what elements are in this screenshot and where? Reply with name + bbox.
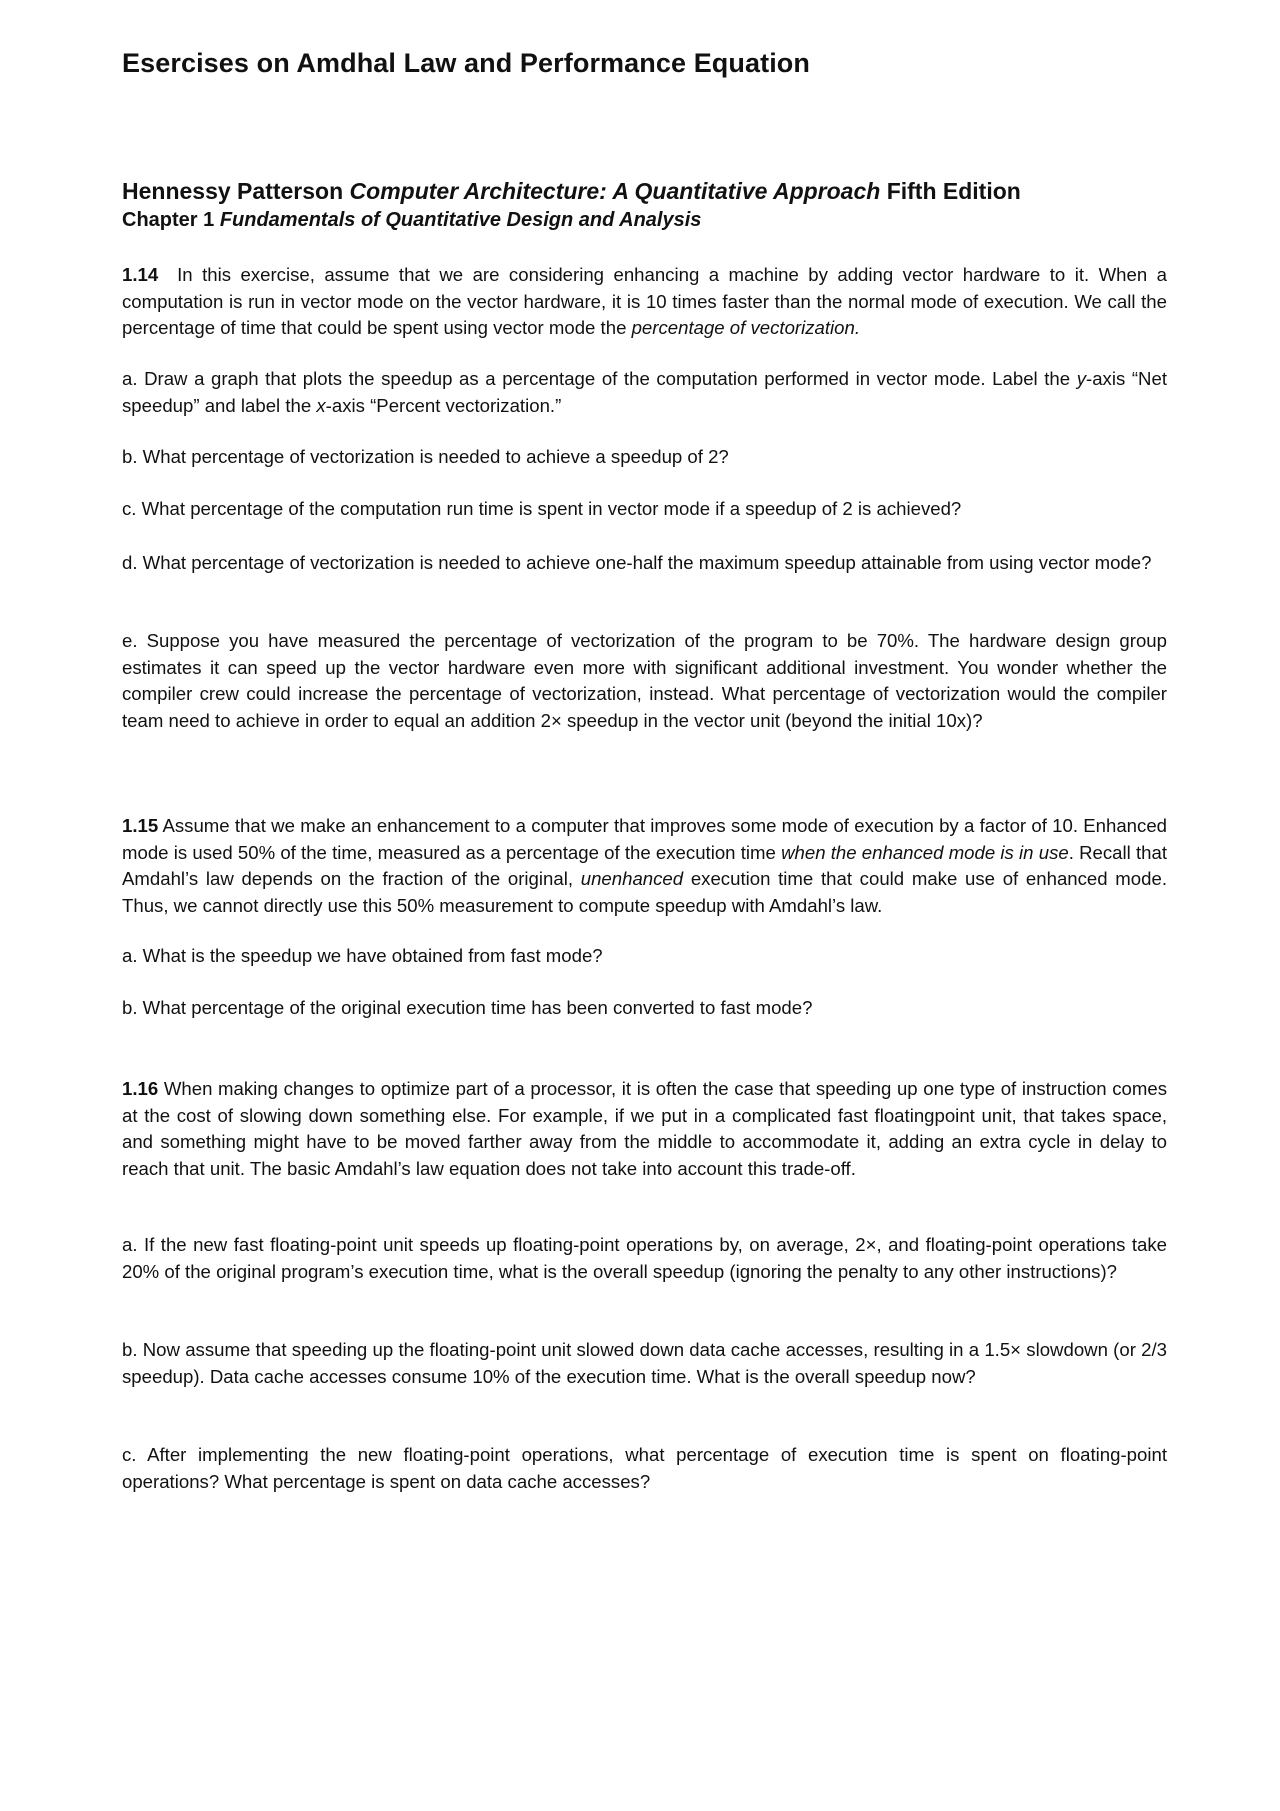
exercise-1-16-intro: 1.16 When making changes to optimize part of a processor, it is often the case that speeding up one type of instruction comes at the cost of slowing down something else. For example, if we put in a complicated fast floatingpoint unit, that takes space, and something might have to be moved farther away from the middle to accommodate it, adding an extra cycle in delay to reach that unit. The basic Amdahl’s law equation does not take into account this trade-off. — [122, 1078, 1167, 1179]
exercise-1-14-c: c. What percentage of the computation run time is spent in vector mode if a speedup of 2 is achieved? — [122, 498, 962, 519]
book-edition: Fifth Edition — [886, 178, 1021, 204]
book-line — [122, 176, 1167, 206]
exercise-number: 1.14 — [122, 264, 159, 285]
page-title: Esercises on Amdhal Law and Performance Equation — [122, 48, 810, 78]
exercise-1-14-b: b. What percentage of vectorization is needed to achieve a speedup of 2? — [122, 446, 729, 467]
exercise-1-14-d: d. What percentage of vectorization is needed to achieve one-half the maximum speedup attainable from using vector mode? — [122, 552, 1152, 573]
exercise-number: 1.16 — [122, 1078, 159, 1099]
book-authors: Hennessy Patterson — [122, 178, 344, 204]
exercise-1-16-b: b. Now assume that speeding up the floating-point unit slowed down data cache accesses, resulting in a 1.5× slowdown (or 2/3 speedup). Data cache accesses consume 10% of the execution time. What is the overall speedup now? — [122, 1339, 1167, 1387]
book-reference — [122, 176, 1167, 234]
exercise-1-15-intro: 1.15 Assume that we make an enhancement to a computer that improves some mode of execution by a factor of 10. Enhanced mode is used 50% of the time, measured as a percentage of the execution time when the enhanced mode is in use. Recall that Amdahl’s law depends on the fraction of the original, unenhanced execution time that could make use of enhanced mode. Thus, we cannot directly use this 50% measurement to compute speedup with Amdahl’s law. — [122, 815, 1168, 916]
exercise-1-14-intro: 1.14 In this exercise, assume that we are considering enhancing a machine by adding vector hardware to it. When a computation is run in vector mode on the vector hardware, it is 10 times faster than the normal mode of execution. We call the percentage of time that could be spent using vector mode the percentage of vectorization. — [122, 264, 1167, 338]
exercise-1-15-b: b. What percentage of the original execution time has been converted to fast mode? — [122, 997, 813, 1018]
exercise-1-14-a: a. Draw a graph that plots the speedup as a percentage of the computation performed in vector mode. Label the y-axis “Net speedup” and label the x-axis “Percent vectorization.” — [122, 368, 1167, 416]
exercise-1-15-a: a. What is the speedup we have obtained from fast mode? — [122, 945, 603, 966]
exercise-1-14-e: e. Suppose you have measured the percentage of vectorization of the program to be 70%. The hardware design group estimates it can speed up the vector hardware even more with significant additional investment. You wonder whether the compiler crew could increase the percentage of vectorization, instead. What percentage of vectorization would the compiler team need to achieve in order to equal an addition 2× speedup in the vector unit (beyond the initial 10x)? — [122, 630, 1167, 731]
chapter-line — [122, 206, 1167, 234]
chapter-title: Fundamentals of Quantitative Design and Analysis — [219, 209, 702, 231]
exercise-number: 1.15 — [122, 815, 159, 836]
book-title: Computer Architecture: A Quantitative Approach — [349, 178, 881, 204]
exercise-1-16-a: a. If the new fast floating-point unit speeds up floating-point operations by, on average, 2×, and floating-point operations take 20% of the original program’s execution time, what is the overall speedup (ignoring the penalty to any other instructions)? — [122, 1234, 1167, 1282]
exercise-1-16-c: c. After implementing the new floating-point operations, what percentage of execution time is spent on floating-point operations? What percentage is spent on data cache accesses? — [122, 1444, 1167, 1492]
chapter-prefix: Chapter 1 — [122, 209, 215, 231]
